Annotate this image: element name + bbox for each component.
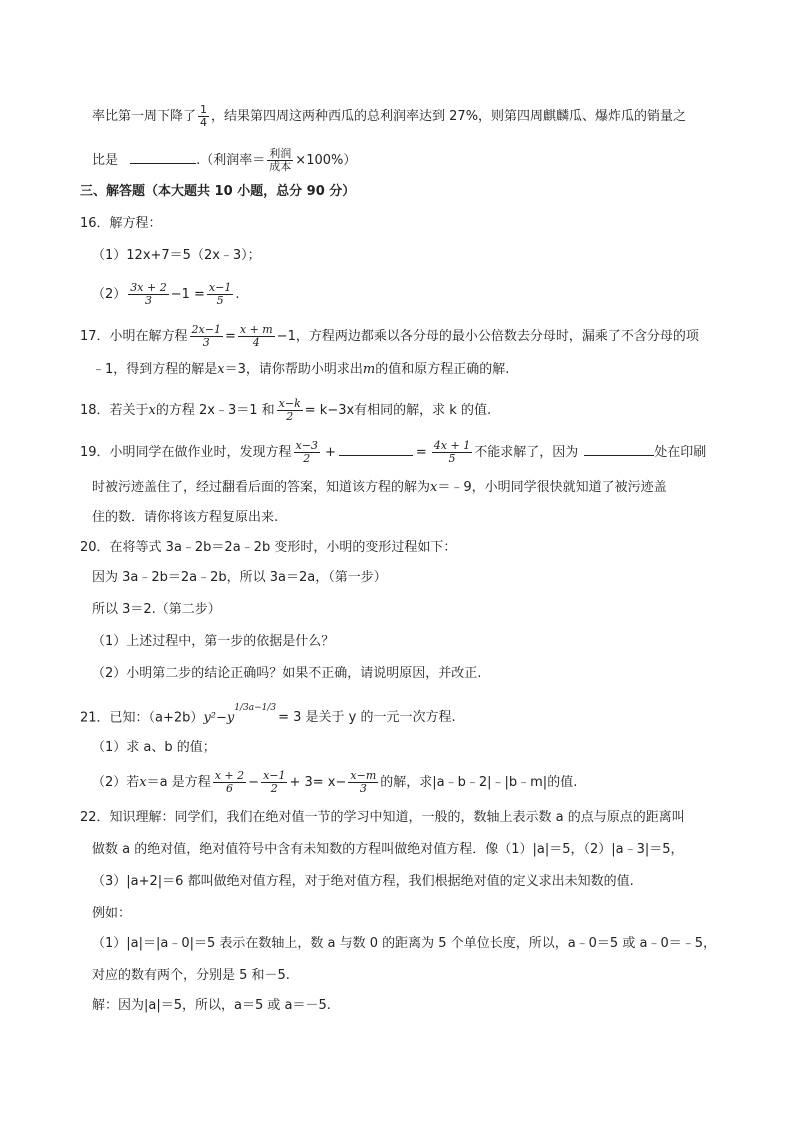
- q21-text-b: = 3 是关于 y 的一元一次方程.: [278, 710, 456, 726]
- frac-den: 2: [286, 410, 294, 423]
- frac-num: x−m: [350, 769, 377, 782]
- q20-part1: （1）上述过程中，第一步的依据是什么？: [92, 634, 335, 649]
- equation-fraction: [207, 282, 233, 307]
- q21-part1: （1）求 a、b 的值；: [92, 740, 216, 755]
- q19-text-a: 19．小明同学在做作业时，发现方程: [80, 445, 292, 460]
- q15-line1: [92, 104, 686, 129]
- q21-text-d: + 3= x−: [289, 775, 347, 790]
- q20-step1: 因为 3a﹣2b＝2a﹣2b，所以 3a＝2a，（第一步）: [92, 570, 387, 585]
- frac-num: x−1: [208, 281, 232, 294]
- q19-line1: [80, 440, 706, 465]
- q19-text-c: 处在印刷: [654, 445, 707, 460]
- plus-sign: +: [324, 445, 336, 460]
- q21-text-c: ＝a 是方程: [146, 775, 211, 790]
- equation-text: −1 =: [170, 287, 205, 302]
- frac-den: 5: [216, 294, 224, 307]
- q21-text-a: 21．已知：（a+2b）: [80, 710, 204, 726]
- var-x: x: [430, 480, 438, 495]
- equation-fraction: [190, 324, 223, 349]
- equals-sign: =: [415, 445, 427, 460]
- profit-rate-fraction: [267, 148, 293, 173]
- equation-fraction: [294, 440, 320, 465]
- equation-fraction: [348, 770, 378, 795]
- q21-exponent: 1/3a−1/3: [234, 703, 277, 713]
- frac-num: x−3: [295, 439, 318, 452]
- q21-expression: y²−y: [203, 710, 235, 726]
- frac-num: 1: [200, 103, 208, 116]
- frac-num: 4x + 1: [433, 439, 471, 452]
- q21-text-e: 的解，求|a﹣b﹣2|﹣|b﹣m|的值.: [380, 775, 578, 790]
- smudged-blank[interactable]: [584, 443, 654, 456]
- q19-line3: 住的数．请你将该方程复原出来.: [92, 510, 279, 525]
- q15-text-a: 率比第一周下降了: [92, 109, 197, 124]
- q16-head: 16．解方程：: [80, 216, 162, 231]
- q20-step2: 所以 3＝2.（第二步）: [92, 602, 221, 617]
- frac-num: 利润: [269, 147, 292, 160]
- smudged-blank[interactable]: [339, 443, 413, 456]
- q22-solution: 解：因为|a|＝5，所以，a＝5 或 a＝－5.: [92, 998, 331, 1013]
- frac-den: 3: [359, 782, 367, 795]
- q19-text-e: ＝﹣9，小明同学很快就知道了被污迹盖: [437, 480, 667, 495]
- q17-text-b: −1，方程两边都乘以各分母的最小公倍数去分母时，漏乘了不含分母的项: [276, 329, 699, 344]
- frac-den: 3: [144, 294, 152, 307]
- q17-line1: [80, 324, 699, 349]
- var-x: x: [217, 362, 225, 377]
- frac-num: 3x + 2: [130, 281, 167, 294]
- frac-den: 3: [202, 336, 210, 349]
- frac-den: 4: [252, 336, 260, 349]
- q22-line6: 对应的数有两个，分别是 5 和－5.: [92, 968, 290, 983]
- q21-part2: [92, 770, 577, 795]
- frac-num: x + 2: [214, 769, 245, 782]
- q15-line2: [92, 148, 356, 173]
- q15-text-c: 比是: [92, 153, 119, 168]
- q22-line5: （1）|a|＝|a﹣0|＝5 表示在数轴上，数 a 与数 0 的距离为 5 个单位长度，所以，a﹣0＝5 或 a﹣0＝﹣5，: [92, 936, 716, 951]
- frac-den: 4: [200, 116, 208, 129]
- equation-fraction: [213, 770, 246, 795]
- var-m: m: [362, 362, 376, 377]
- q17-text-a: 17．小明在解方程: [80, 329, 188, 344]
- frac-den: 成本: [269, 160, 292, 173]
- minus-sign: −: [248, 775, 260, 790]
- q15-fraction-quarter: [198, 104, 209, 129]
- var-x: x: [148, 403, 156, 418]
- q15-text-d: .（利润率＝: [196, 153, 266, 168]
- equation-fraction: [261, 770, 287, 795]
- q19-line2: [92, 478, 667, 498]
- section-heading: 三、解答题（本大题共 10 小题，总分 90 分）: [80, 184, 356, 199]
- q18-text-a: 18．若关于: [80, 403, 149, 418]
- q16-part1: （1）12x+7＝5（2x﹣3）；: [92, 248, 261, 263]
- q22-line3: （3）|a+2|＝6 都叫做绝对值方程，对于绝对值方程，我们根据绝对值的定义求出未知数的值.: [92, 874, 634, 889]
- part-label: （2）若: [92, 775, 140, 790]
- q17-text-d: ＝3，请你帮助小明求出: [224, 362, 363, 377]
- q17-text-c: ﹣1，得到方程的解是: [92, 362, 218, 377]
- frac-num: x−1: [263, 769, 286, 782]
- q19-text-d: 时被污迹盖住了，经过翻看后面的答案，知道该方程的解为: [92, 480, 431, 495]
- equation-fraction: [128, 282, 168, 307]
- q22-line1: 22．知识理解：同学们，我们在绝对值一节的学习中知道，一般的，数轴上表示数 a 的点与原点的距离叫: [80, 810, 685, 825]
- part-label: （2）: [92, 287, 127, 302]
- q21-head: [80, 704, 456, 728]
- equation-fraction: [277, 398, 303, 423]
- q18-text-c: = k−3x有相同的解，求 k 的值.: [304, 403, 492, 418]
- q18-line: [80, 398, 491, 423]
- frac-num: x−k: [278, 397, 301, 410]
- q22-line2: 做数 a 的绝对值，绝对值符号中含有未知数的方程叫做绝对值方程．像（1）|a|＝5，（2）|a﹣3|＝5，: [92, 842, 684, 857]
- q19-text-b: 不能求解了，因为: [474, 445, 579, 460]
- frac-num: 2x−1: [191, 323, 221, 336]
- equation-fraction: [238, 324, 275, 349]
- answer-blank[interactable]: [130, 151, 196, 164]
- q15-text-e: ×100%）: [295, 153, 357, 168]
- q18-text-b: 的方程 2x﹣3＝1 和: [155, 403, 275, 418]
- q15-text-b: ，结果第四周这两种西瓜的总利润率达到 27%，则第四周麒麟瓜、爆炸瓜的销量之: [211, 109, 687, 124]
- equation-fraction: [432, 440, 472, 465]
- q20-head: 20．在将等式 3a﹣2b＝2a﹣2b 变形时，小明的变形过程如下：: [80, 540, 457, 555]
- q17-line2: [92, 360, 509, 380]
- frac-num: x + m: [239, 323, 273, 336]
- equals-sign: =: [224, 329, 236, 344]
- q17-text-e: 的值和原方程正确的解.: [375, 362, 510, 377]
- q20-part2: （2）小明第二步的结论正确吗？如果不正确，请说明原因，并改正.: [92, 666, 482, 681]
- period: .: [235, 287, 240, 302]
- frac-den: 6: [225, 782, 233, 795]
- q16-part2: [92, 282, 239, 307]
- q22-example-label: 例如：: [92, 906, 132, 921]
- frac-den: 2: [303, 452, 311, 465]
- var-x: x: [139, 775, 147, 790]
- frac-den: 5: [448, 452, 456, 465]
- frac-den: 2: [270, 782, 278, 795]
